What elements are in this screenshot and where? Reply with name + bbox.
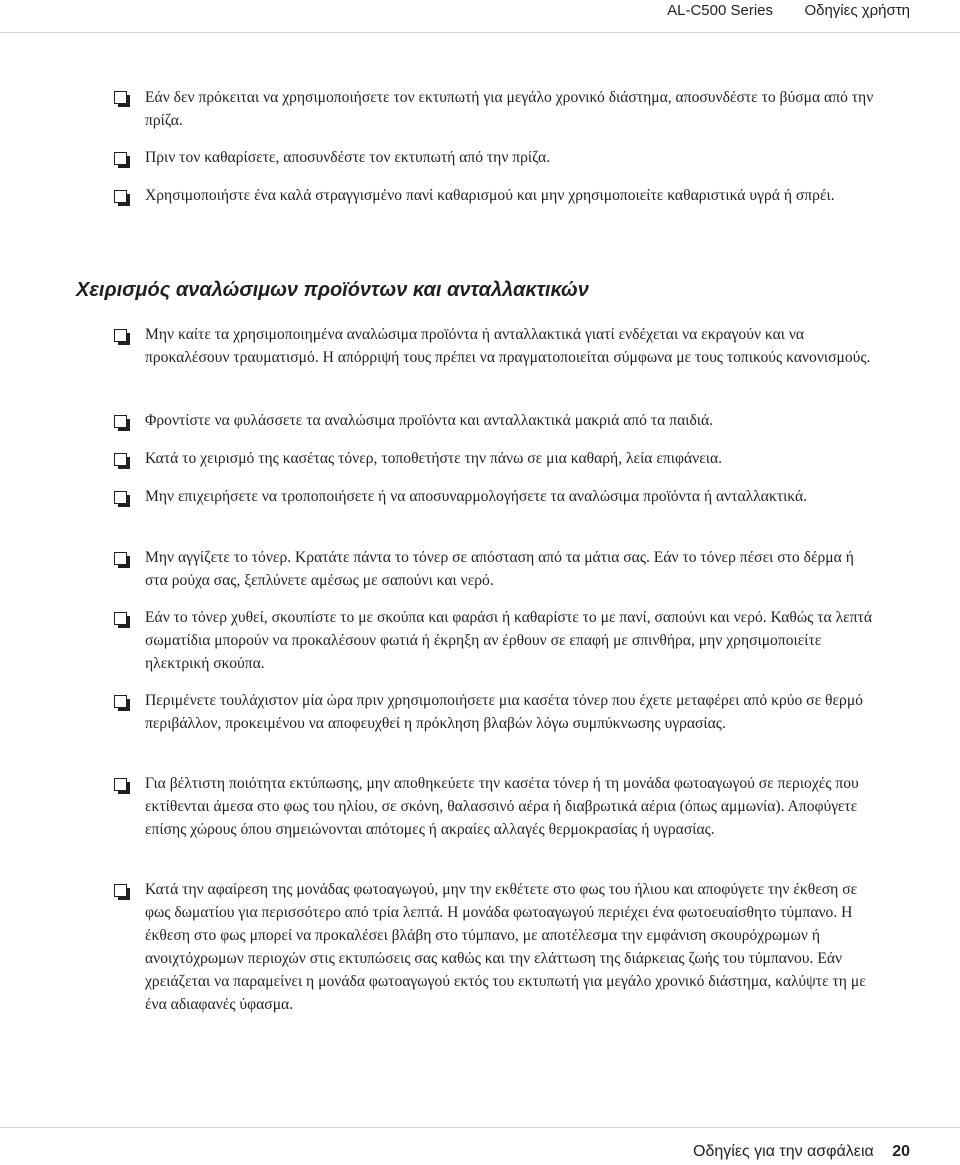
- section-item-9: Κατά την αφαίρεση της μονάδας φωτοαγωγού, μην την εκθέτετε στο φως του ήλιου και αποφύγετε την έκθεση σε φως δωματίου για περισσότερο από τρία λεπτά. Η μονάδα φωτοαγωγού περιέχει ένα φωτοευαίσθητο τύμπανο. Η έκθεση στο φως μπορεί να προκαλέσει βλάβη στο τύμπανο, με αποτέλεσμα την εμφάνιση σκουρόχρωμων ή ανοιχτόχρωμων περιοχών στις εκτυπώσεις σας καθώς και την ελάττωση της διάρκειας ζωής του τύμπανου. Εάν χρειάζεται να παραμείνει η μονάδα φωτοαγωγού εκτός του εκτυπωτή για μεγάλο χρονικό διάστημα, καλύψτε τη με ένα αδιαφανές ύφασμα.: [145, 881, 866, 1013]
- footer-divider: [0, 1127, 960, 1128]
- section-item-1: Μην καίτε τα χρησιμοποιημένα αναλώσιμα προϊόντα ή ανταλλακτικά γιατί ενδέχεται να εκραγούν και να προκαλέσουν τραυματισμό. Η απόρριψή τους πρέπει να πραγματοποιείται σύμφωνα με τους τοπικούς κανονισμούς.: [145, 326, 871, 366]
- page-header: [0, 0, 960, 24]
- checkbox-bullet-icon: [114, 190, 127, 203]
- checkbox-bullet-icon: [114, 612, 127, 625]
- intro-item-1: Εάν δεν πρόκειται να χρησιμοποιήσετε τον εκτυπωτή για μεγάλο χρονικό διάστημα, αποσυνδέστε το βύσμα από την πρίζα.: [145, 89, 874, 129]
- page-number: 20: [892, 1143, 910, 1160]
- header-divider: [0, 32, 960, 33]
- footer-section-name: Οδηγίες για την ασφάλεια: [693, 1143, 874, 1160]
- checkbox-bullet-icon: [114, 552, 127, 565]
- checkbox-bullet-icon: [114, 884, 127, 897]
- checkbox-bullet-icon: [114, 415, 127, 428]
- product-series: AL-C500 Series: [667, 2, 773, 19]
- checkbox-bullet-icon: [114, 778, 127, 791]
- checkbox-bullet-icon: [114, 91, 127, 104]
- checkbox-bullet-icon: [114, 491, 127, 504]
- checkbox-bullet-icon: [114, 152, 127, 165]
- intro-item-2: Πριν τον καθαρίσετε, αποσυνδέστε τον εκτυπωτή από την πρίζα.: [145, 149, 551, 166]
- checkbox-bullet-icon: [114, 453, 127, 466]
- page-footer: [693, 1143, 910, 1161]
- section-item-6: Εάν το τόνερ χυθεί, σκουπίστε το με σκούπα και φαράσι ή καθαρίστε το με πανί, σαπούνι και νερό. Καθώς τα λεπτά σωματίδια μπορούν να προκαλέσουν φωτιά ή έκρηξη αν έρθουν σε επαφή με σπινθήρα, μην χρησιμοποιείτε ηλεκτρική σκούπα.: [145, 609, 872, 672]
- intro-item-3: Χρησιμοποιήστε ένα καλά στραγγισμένο πανί καθαρισμού και μην χρησιμοποιείτε καθαριστικά υγρά ή σπρέι.: [145, 187, 835, 204]
- section-item-2: Φροντίστε να φυλάσσετε τα αναλώσιμα προϊόντα και ανταλλακτικά μακριά από τα παιδιά.: [145, 412, 714, 429]
- checkbox-bullet-icon: [114, 329, 127, 342]
- checkbox-bullet-icon: [114, 695, 127, 708]
- section-item-5: Μην αγγίζετε το τόνερ. Κρατάτε πάντα το τόνερ σε απόσταση από τα μάτια σας. Εάν το τόνερ πέσει στο δέρμα ή στα ρούχα σας, ξεπλύνετε αμέσως με σαπούνι και νερό.: [145, 549, 854, 589]
- section-item-3: Κατά το χειρισμό της κασέτας τόνερ, τοποθετήστε την πάνω σε μια καθαρή, λεία επιφάνεια.: [145, 450, 723, 467]
- guide-title: Οδηγίες χρήστη: [804, 2, 910, 19]
- section-item-4: Μην επιχειρήσετε να τροποποιήσετε ή να αποσυναρμολογήσετε τα αναλώσιμα προϊόντα ή ανταλλακτικά.: [145, 488, 808, 505]
- section-item-7: Περιμένετε τουλάχιστον μία ώρα πριν χρησιμοποιήσετε μια κασέτα τόνερ που έχετε μεταφέρει από κρύο σε θερμό περιβάλλον, προκειμένου να αποφευχθεί η πρόκληση βλαβών λόγω συμπύκνωσης υγρασίας.: [145, 692, 863, 732]
- section-item-8: Για βέλτιστη ποιότητα εκτύπωσης, μην αποθηκεύετε την κασέτα τόνερ ή τη μονάδα φωτοαγωγού σε περιοχές που εκτίθενται άμεσα στο φως του ηλίου, σε σκόνη, θαλασσινό αέρα ή διαβρωτικά αέρια (όπως αμμωνία). Αποφύγετε επίσης χώρους όπου σημειώνονται απότομες ή ακραίες αλλαγές θερμοκρασίας ή υγρασίας.: [145, 775, 859, 838]
- section-heading: Χειρισμός αναλώσιμων προϊόντων και ανταλλακτικών: [76, 279, 589, 301]
